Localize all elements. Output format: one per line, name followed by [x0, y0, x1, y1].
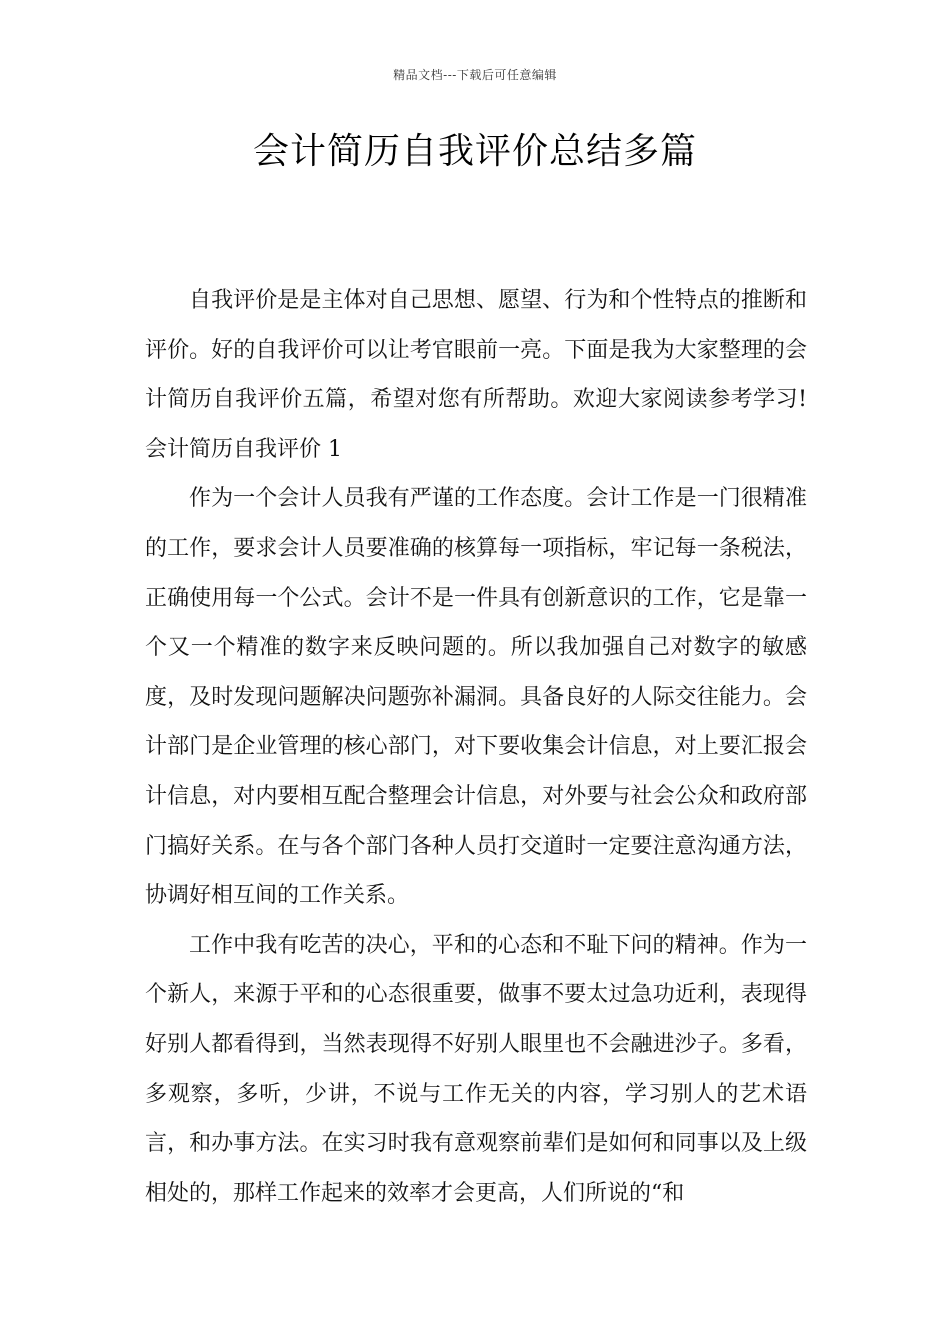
document-body [145, 276, 807, 1218]
paragraph-work-attitude: 作为一个会计人员我有严谨的工作态度。会计工作是一门很精准的工作，要求会计人员要准确的核算每一项指标，牢记每一条税法，正确使用每一个公式。会计不是一件具有创新意识的工作，它是靠一个又一个精准的数字来反映问题的。所以我加强自己对数字的敏感度，及时发现问题解决问题弥补漏洞。具备良好的人际交往能力。会计部门是企业管理的核心部门，对下要收集会计信息，对上要汇报会计信息，对内要相互配合整理会计信息，对外要与社会公众和政府部门搞好关系。在与各个部门各种人员打交道时一定要注意沟通方法，协调好相互间的工作关系。 [145, 486, 807, 909]
document-title: 会计简历自我评价总结多篇 [252, 131, 697, 172]
header-note: 精品文档---下载后可任意编辑 [393, 68, 557, 82]
paragraph-work-spirit: 工作中我有吃苦的决心，平和的心态和不耻下问的精神。作为一个新人，来源于平和的心态很重要，做事不要太过急功近利，表现得好别人都看得到，当然表现得不好别人眼里也不会融进沙子。多看，多观察，多听，少讲，不说与工作无关的内容，学习别人的艺术语言，和办事方法。在实习时我有意观察前辈们是如何和同事以及上级相处的，那样工作起来的效率才会更高，人们所说的“和 [145, 932, 807, 1206]
paragraph-intro: 自我评价是是主体对自己思想、愿望、行为和个性特点的推断和评价。好的自我评价可以让考官眼前一亮。下面是我为大家整理的会计简历自我评价五篇，希望对您有所帮助。欢迎大家阅读参考学习!会计简历自我评价 1 [145, 288, 807, 462]
